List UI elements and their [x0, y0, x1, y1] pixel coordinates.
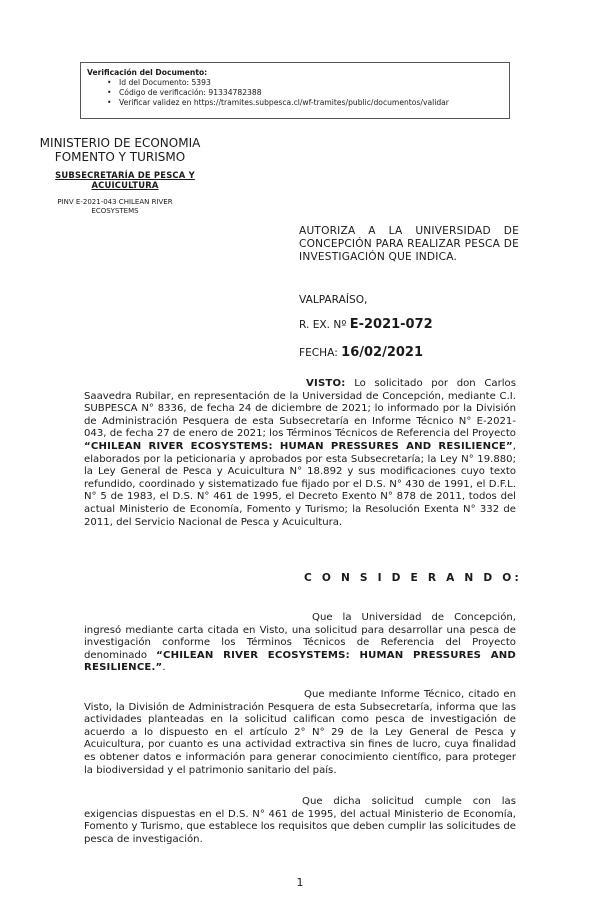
considerando-paragraph-2: [84, 689, 516, 777]
considerando-p1-project: “CHILEAN RIVER ECOSYSTEMS: HUMAN PRESSURES AND RESILIENCE.”: [84, 649, 516, 674]
considerando-paragraph-3: [84, 796, 516, 846]
resolution-date: [299, 346, 423, 360]
place: VALPARAÍSO,: [299, 294, 368, 306]
date-value: 16/02/2021: [341, 345, 424, 360]
visto-project-name: “CHILEAN RIVER ECOSYSTEMS: HUMAN PRESSURES AND RESILIENCE”: [84, 440, 513, 452]
considerando-p1-end: .: [162, 662, 166, 674]
considerando-heading: C O N S I D E R A N D O:: [304, 572, 522, 584]
considerando-p1-text: Que la Universidad de Concepción, ingresó mediante carta citada en Visto, una solicitud para desarrollar una pesca de investigación conforme los Términos Técnicos de Referencia del Proyecto denominado: [84, 612, 516, 661]
visto-text-1: Lo solicitado por don Carlos Saavedra Rubilar, en representación de la Universidad de Concepción, mediante C.I. SUBPESCA N° 8336, de fecha 24 de diciembre de 2021; lo informado por la División de Administración Pesquera de esta Subsecretaría en Informe Técnico N° E-2021-043, de fecha 27 de enero de 2021; los Términos Técnicos de Referencia del Proyecto: [84, 378, 516, 440]
subsecretaria-name: SUBSECRETARÍA DE PESCA Y ACUICULTURA: [55, 170, 195, 190]
considerando-p2-text: Que mediante Informe Técnico, citado en Visto, la División de Administración Pesquera de esta Subsecretaría, informa que las actividades planteadas en la solicitud califican como pesca de investigación de acuerdo a lo dispuesto en el artículo 2° N° 29 de la Ley General de Pesca y Acuicultura, por cuanto es una actividad extractiva sin fines de lucro, cuya finalidad es obtener datos e información para generar conocimiento científico, para proteger la biodiversidad y el patrimonio sanitario del país.: [84, 689, 516, 776]
ministry-name: MINISTERIO DE ECONOMIA FOMENTO Y TURISMO: [39, 136, 201, 164]
considerando-p3-text: Que dicha solicitud cumple con las exigencias dispuestas en el D.S. N° 461 de 1995, del actual Ministerio de Economía, Fomento y Turismo, que establece los requisitos que deben cumplir las solicitudes de pesca de investigación.: [84, 796, 516, 845]
verification-url[interactable]: • Verificar validez en https://tramites.subpesca.cl/wf-tramites/public/documentos/validar: [87, 98, 509, 108]
resolution-title: AUTORIZA A LA UNIVERSIDAD DE CONCEPCIÓN PARA REALIZAR PESCA DE INVESTIGACIÓN QUE INDICA.: [299, 225, 519, 263]
page-number: 1: [296, 876, 304, 889]
verification-box: [80, 62, 510, 119]
project-reference: PINV E-2021-043 CHILEAN RIVER ECOSYSTEMS: [57, 198, 173, 215]
document-id: • Id del Documento: 5393: [87, 78, 509, 88]
verification-title: Verificación del Documento:: [87, 68, 208, 77]
resolution-number: [299, 318, 433, 332]
visto-paragraph: [84, 378, 516, 529]
visto-text-2: , elaborados por la peticionaria y aprobados por esta Subsecretaría; la Ley N° 19.880; la Ley General de Pesca y Acuicultura N° 18.892 y sus modificaciones cuyo texto refundido, coordinado y sistematizado fue fijado por el D.S. N° 430 de 1991, el D.F.L. N° 5 de 1983, el D.S. N° 461 de 1995, el Decreto Exento N° 878 de 2011, todos del actual Ministerio de Economía, Fomento y Turismo; la Resolución Exenta N° 332 de 2011, del Servicio Nacional de Pesca y Acuicultura.: [84, 440, 516, 528]
rex-number: E-2021-072: [349, 317, 433, 332]
considerando-paragraph-1: [84, 612, 516, 675]
verification-list: [87, 78, 509, 108]
visto-label: VISTO:: [306, 378, 346, 389]
rex-label: R. EX. Nº: [299, 319, 347, 331]
date-label: FECHA:: [299, 347, 338, 359]
verification-code: • Código de verificación: 91334782388: [87, 88, 509, 98]
